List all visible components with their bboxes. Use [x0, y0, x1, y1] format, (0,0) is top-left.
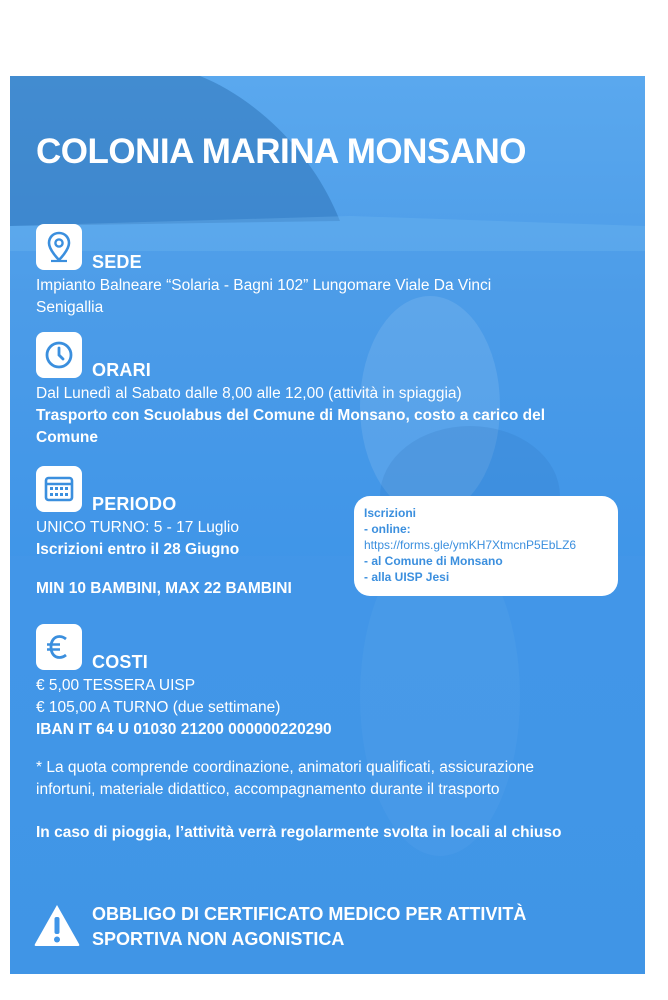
quota-note-line: * La quota comprende coordinazione, animatori qualificati, assicurazione: [36, 759, 535, 776]
page-title: COLONIA MARINA MONSANO: [36, 132, 526, 171]
quota-note: [36, 757, 626, 801]
address-line: Impianto Balneare “Solaria - Bagni 102” Lungomare Viale Da Vinci: [36, 277, 492, 294]
iscrizioni-comune: - al Comune di Monsano: [364, 554, 503, 568]
location-pin-icon: [36, 224, 82, 270]
iscrizioni-title: Iscrizioni: [364, 506, 417, 520]
euro-icon: [36, 624, 82, 670]
city-line: Senigallia: [36, 299, 104, 316]
poster: [10, 76, 645, 974]
section-body: [36, 383, 545, 449]
section-body: [36, 275, 491, 319]
turno-line: UNICO TURNO: 5 - 17 Luglio: [36, 519, 239, 536]
turno-cost-line: € 105,00 A TURNO (due settimane): [36, 699, 281, 716]
schedule-line: Dal Lunedì al Sabato dalle 8,00 alle 12,00 (attività in spiaggia): [36, 385, 462, 402]
section-heading: ORARI: [92, 360, 151, 380]
section-body: [36, 517, 292, 600]
warning-line: SPORTIVA NON AGONISTICA: [92, 929, 345, 949]
warning-text: [92, 902, 526, 952]
iscrizioni-uisp: - alla UISP Jesi: [364, 570, 450, 584]
rain-note: In caso di pioggia, l’attività verrà regolarmente svolta in locali al chiuso: [36, 824, 562, 841]
tessera-line: € 5,00 TESSERA UISP: [36, 677, 196, 694]
calendar-icon: [36, 466, 82, 512]
section-heading: SEDE: [92, 252, 142, 272]
iban-line: IBAN IT 64 U 01030 21200 000000220290: [36, 721, 332, 738]
section-heading: COSTI: [92, 652, 149, 672]
transport-line: Trasporto con Scuolabus del Comune di Monsano, costo a carico del: [36, 407, 546, 424]
iscrizioni-box: [354, 496, 618, 596]
iscrizioni-online: - online:: [364, 522, 411, 536]
quota-note-line: infortuni, materiale didattico, accompagnamento durante il trasporto: [36, 781, 500, 798]
capacity-line: MIN 10 BAMBINI, MAX 22 BAMBINI: [36, 580, 292, 597]
warning-line: OBBLIGO DI CERTIFICATO MEDICO PER ATTIVITÀ: [92, 904, 527, 924]
transport-line-2: Comune: [36, 429, 98, 446]
iscrizioni-link[interactable]: https://forms.gle/ymKH7XtmcnP5EbLZ6: [364, 538, 577, 552]
deadline-line: Iscrizioni entro il 28 Giugno: [36, 541, 240, 558]
clock-icon: [36, 332, 82, 378]
warning-icon: [32, 902, 82, 948]
section-body: [36, 675, 332, 741]
section-heading: PERIODO: [92, 494, 177, 514]
